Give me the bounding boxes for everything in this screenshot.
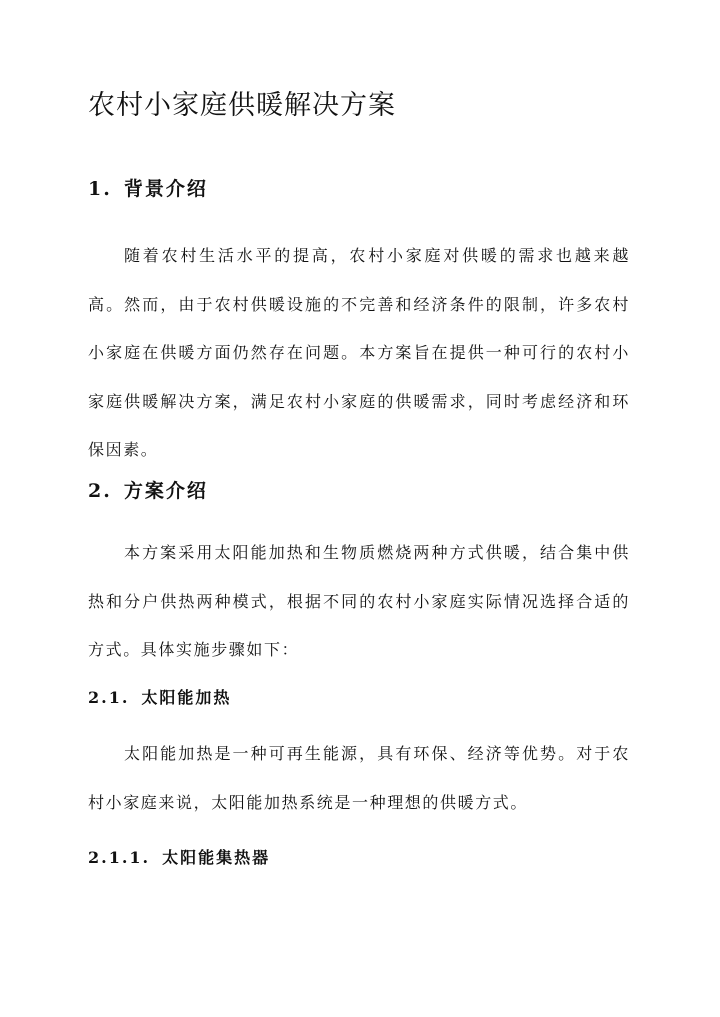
section-title: 方案介绍 [123,480,208,502]
section-number: 2. [88,480,112,502]
section-title: 背景介绍 [123,178,208,200]
subsection-heading-solar [88,684,231,712]
section-number: 2.1. [88,688,130,707]
paragraph-background: 随着农村生活水平的提高，农村小家庭对供暖的需求也越来越高。然而，由于农村供暖设施的不完善和经济条件的限制，许多农村小家庭在供暖方面仍然存在问题。本方案旨在提供一种可行的农村小家庭供暖解决方案，满足农村小家庭的供暖需求，同时考虑经济和环保因素。 [88,246,630,459]
subsubsection-heading-collector [88,844,270,872]
section-title: 太阳能集热器 [162,848,271,867]
section-number: 2.1.1. [88,848,151,867]
document-title: 农村小家庭供暖解决方案 [88,90,396,121]
paragraph-solar: 太阳能加热是一种可再生能源，具有环保、经济等优势。对于农村小家庭来说，太阳能加热系统是一种理想的供暖方式。 [88,744,630,812]
section-heading-solution [88,476,208,506]
section-number: 1. [88,178,112,200]
section-heading-background [88,174,208,204]
paragraph-solution: 本方案采用太阳能加热和生物质燃烧两种方式供暖，结合集中供热和分户供热两种模式，根据不同的农村小家庭实际情况选择合适的方式。具体实施步骤如下： [88,543,630,659]
section-title: 太阳能加热 [141,688,232,707]
